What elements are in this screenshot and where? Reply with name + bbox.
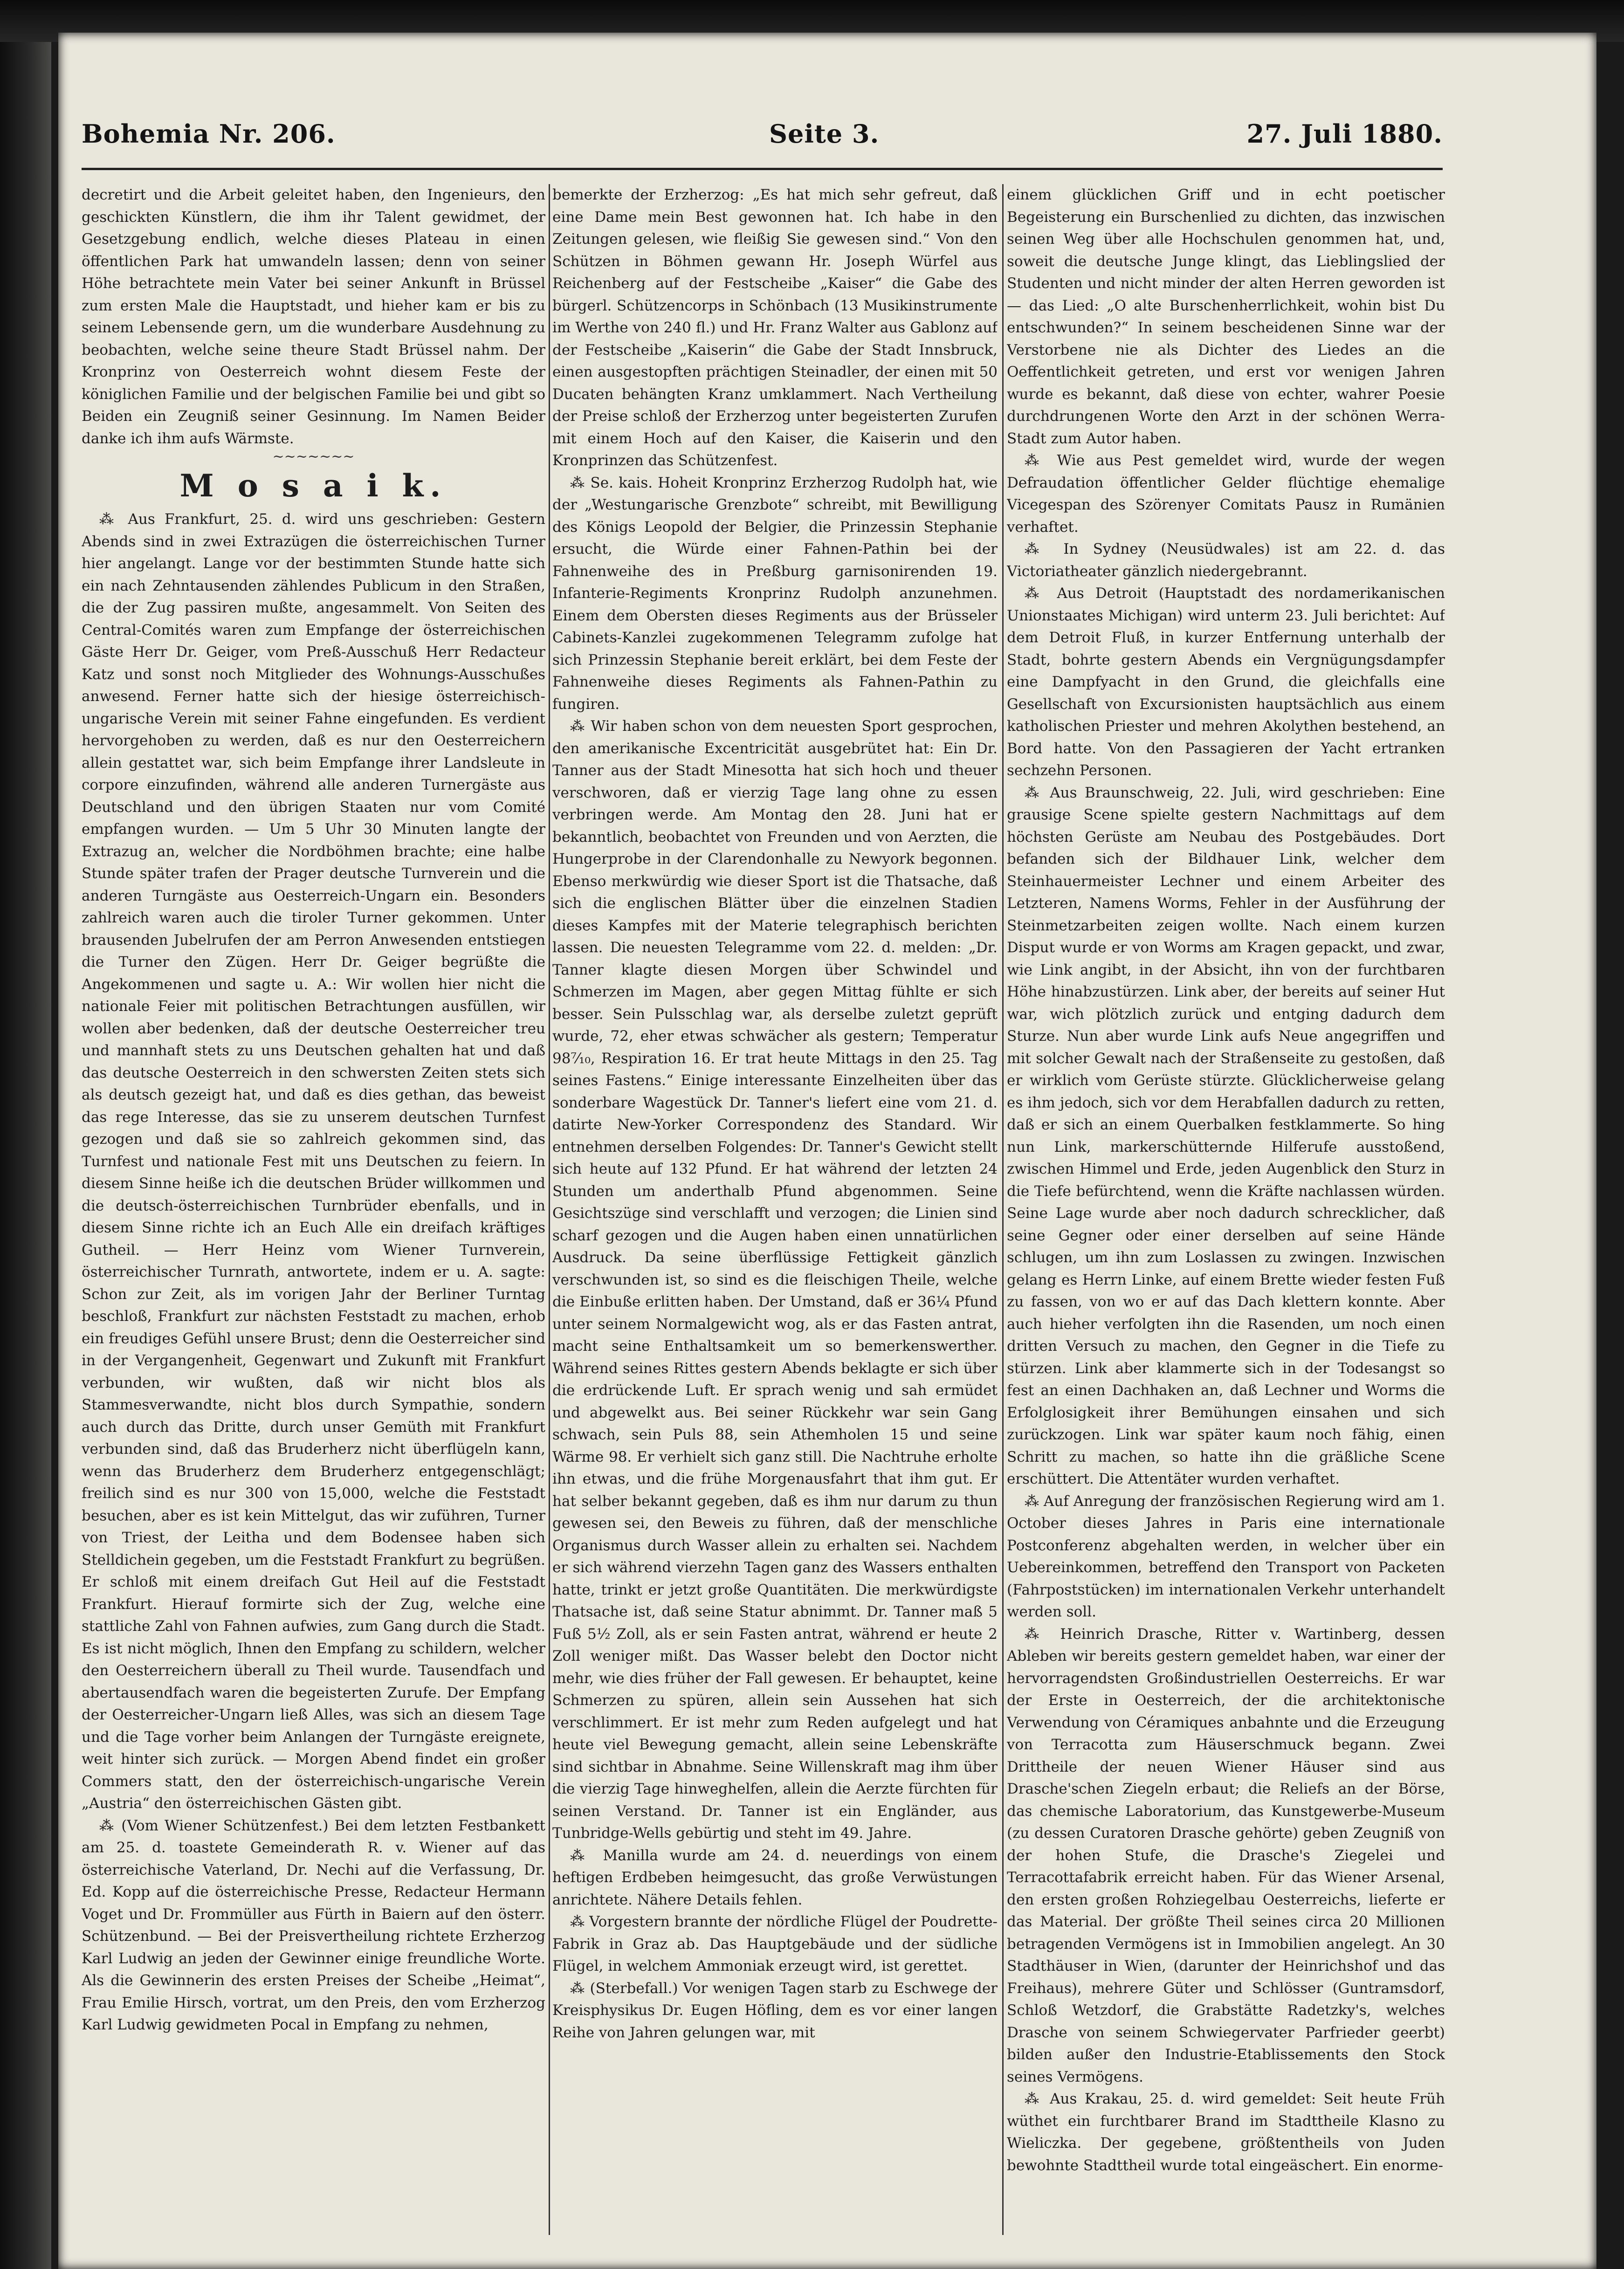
scan-left-edge bbox=[0, 0, 51, 2269]
ornament-divider: ~~~~~~~ bbox=[272, 448, 355, 465]
article-paragraph: decretirt und die Arbeit geleitet haben, den Ingenieurs, den geschickten Künstlern, die ihm ihr Talent gewidmet, der Gesetzgebung endlich, welche dieses Plateau in einen öffentlichen Park hat umwandeln lassen; denn von seiner Höhe betrachtete mein Vater bei seiner Ankunft in Brüssel zum ersten Male die Hauptstadt, und hieher kam er bis zu seinem Lebensende gern, um die wunderbare Ausdehnung zu beobachten, welche seine theure Stadt Brüssel nahm. Der Kronprinz von Oesterreich wohnt diesem Feste der königlichen Familie und der belgischen Familie bei und gibt so Beiden ein Zeugniß seiner Gesinnung. Im Namen Beider danke ich ihm aufs Wärmste. bbox=[82, 186, 545, 447]
article-paragraph: ⁂ Se. kais. Hoheit Kronprinz Erzherzog Rudolph hat, wie der „Westungarische Grenzbote“ schreibt, mit Bewilligung des Königs Leopold der Belgier, die Prinzessin Stephanie ersucht, die Würde einer Fahnen-Pathin bei der Fahnenweihe des in Preßburg garnisonirenden 19. Infanterie-Regiments Kronprinz Rudolph anzunehmen. Einem dem Obersten dieses Regiments aus der Brüsseler Cabinets-Kanzlei zugekommenen Telegramm zufolge hat sich Prinzessin Stephanie bereit erklärt, bei dem Feste der Fahnenweihe dieses Regiments als Fahnen-Pathin zu fungiren. bbox=[552, 474, 998, 713]
column-divider bbox=[549, 184, 550, 2235]
article-paragraph: bemerkte der Erzherzog: „Es hat mich sehr gefreut, daß eine Dame mein Best gewonnen hat. Ich habe in den Zeitungen gelesen, wie fleißig Sie gewesen sind.“ Von den Schützen in Böhmen gewann Hr. Joseph Würfel aus Reichenberg auf der Festscheibe „Kaiser“ die Gabe des bürgerl. Schützencorps in Schönbach (13 Musikinstrumente im Werthe von 240 fl.) und Hr. Franz Walter aus Gablonz auf der Festscheibe „Kaiserin“ die Gabe der Stadt Innsbruck, einen ausgestopften prächtigen Steinadler, der einen mit 50 Ducaten behängten Kranz umklammert. Nach Vertheilung der Preise schloß der Erzherzog unter begeisterten Zurufen mit einem Hoch auf den Kaiser, die Kaiserin und den Kronprinzen das Schützenfest. bbox=[552, 186, 998, 469]
header-date: 27. Juli 1880. bbox=[1246, 119, 1443, 149]
article-paragraph: ⁂ Manilla wurde am 24. d. neuerdings von einem heftigen Erdbeben heimgesucht, das große Verwüstungen anrichtete. Nähere Details fehlen. bbox=[552, 1847, 998, 1908]
article-paragraph: ⁂ Heinrich Drasche, Ritter v. Wartinberg, dessen Ableben wir bereits gestern gemeldet haben, war einer der hervorragendsten Großindustriellen Oesterreichs. Er war der Erste in Oesterreich, der die architektonische Verwendung von Céramiques anbahnte und die Erzeugung von Terracotta zum Häuserschmuck begann. Zwei Drittheile der neuen Wiener Häuser sind aus Drasche'schen Ziegeln erbaut; die Reliefs an der Börse, das chemische Laboratorium, das Kunstgewerbe-Museum (zu dessen Curatoren Drasche gehörte) geben Zeugniß von der hohen Stufe, die Drasche's Ziegelei und Terracottafabrik erreicht haben. Für das Wiener Arsenal, den ersten großen Rohziegelbau Oesterreichs, lieferte er das Material. Der größte Theil seines circa 20 Millionen betragenden Vermögens ist in Immobilien angelegt. An 30 Stadthäuser in Wien, (darunter der Heinrichshof und das Freihaus), mehrere Güter und Schlösser (Guntramsdorf, Schloß Wetzdorf, die Grabstätte Radetzky's, welches Drasche von seinem Schwiegervater Parfrieder geerbt) bilden außer den Industrie-Etablissements den Stock seines Vermögens. bbox=[1007, 1625, 1445, 2085]
article-paragraph: ⁂ Aus Krakau, 25. d. wird gemeldet: Seit heute Früh wüthet ein furchtbarer Brand im Stadttheile Klasno zu Wieliczka. Der gegebene, größtentheils von Juden bewohnte Stadttheil wurde total eingeäschert. Ein enorme- bbox=[1007, 2090, 1445, 2174]
article-paragraph: ⁂ Vorgestern brannte der nördliche Flügel der Poudrette-Fabrik in Graz ab. Das Hauptgebäude und der südliche Flügel, in welchem Ammoniak erzeugt wird, ist gerettet. bbox=[552, 1913, 998, 1974]
header-rule bbox=[82, 168, 1443, 170]
article-paragraph: ⁂ Auf Anregung der französischen Regierung wird am 1. October dieses Jahres in Paris eine internationale Postconferenz abgehalten werden, in welcher über ein Uebereinkommen, betreffend den Transport von Packeten (Fahrpoststücken) im internationalen Verkehr unterhandelt werden soll. bbox=[1007, 1492, 1445, 1620]
column-divider bbox=[1002, 184, 1004, 2235]
page-header bbox=[82, 119, 1443, 165]
header-page-number: Seite 3. bbox=[769, 119, 880, 149]
article-paragraph: ⁂ (Vom Wiener Schützenfest.) Bei dem letzten Festbankett am 25. d. toastete Gemeinderath R. v. Wiener auf das österreichische Vaterland, Dr. Nechi auf die Verfassung, Dr. Ed. Kopp auf die österreichische Presse, Redacteur Hermann Voget und Dr. Frommüller aus Fürth in Baiern auf den österr. Schützenbund. — Bei der Preisvertheilung richtete Erzherzog Karl Ludwig an jeden der Gewinner einige freundliche Worte. Als die Gewinnerin des ersten Preises der Scheibe „Heimat“, Frau Emilie Hirsch, vortrat, um den Preis, den vom Erzherzog Karl Ludwig gewidmeten Pocal in Empfang zu nehmen, bbox=[82, 1817, 545, 2033]
column-3 bbox=[1007, 184, 1445, 2244]
article-paragraph: ⁂ In Sydney (Neusüdwales) ist am 22. d. das Victoriatheater gänzlich niedergebrannt. bbox=[1007, 541, 1445, 580]
article-paragraph: ⁂ Aus Braunschweig, 22. Juli, wird geschrieben: Eine grausige Scene spielte gestern Nachmittags auf dem höchsten Gerüste am Neubau des Postgebäudes. Dort befanden sich der Bildhauer Link, welcher dem Steinhauermeister Lechner und einem Arbeiter des Letzteren, Namens Worms, Fehler in der Ausführung der Steinmetzarbeiten zeigen wollte. Nach einem kurzen Disput wurde er von Worms am Kragen gepackt, und zwar, wie Link angibt, in der Absicht, ihn von der furchtbaren Höhe hinabzustürzen. Link aber, der bereits auf seiner Hut war, wich plötzlich zurück und entging dadurch dem Sturze. Nun aber wurde Link aufs Neue angegriffen und mit solcher Gewalt nach der Straßenseite zu gestoßen, daß er wirklich vom Gerüste stürzte. Glücklicherweise gelang es ihm jedoch, sich vor dem Herabfallen dadurch zu retten, daß er sich an einem Querbalken festklammerte. So hing nun Link, markerschütternde Hilferufe ausstoßend, zwischen Himmel und Erde, jeden Augenblick den Sturz in die Tiefe befürchtend, wenn die Kräfte nachlassen würden. Seine Lage wurde aber noch dadurch schrecklicher, daß seine Gegner oder einer derselben auf seine Hände schlugen, um ihn zum Loslassen zu zwingen. Inzwischen gelang es Herrn Linke, auf einem Brette wieder festen Fuß zu fassen, von wo er auf das Dach klettern konnte. Aber auch hieher verfolgten ihn die Rasenden, um noch einen dritten Versuch zu machen, den Gegner in die Tiefe zu stürzen. Link aber klammerte sich in der Todesangst so fest an einen Dachhaken an, daß Lechner und Worms die Erfolglosigkeit ihrer Bemühungen einsahen und sich zurückzogen. Link war später kaum noch fähig, einen Schritt zu machen, so hatte ihn die gräßliche Scene erschüttert. Die Attentäter wurden verhaftet. bbox=[1007, 784, 1445, 1487]
article-paragraph: ⁂ Aus Detroit (Hauptstadt des nordamerikanischen Unionstaates Michigan) wird unterm 23. Juli berichtet: Auf dem Detroit Fluß, in kurzer Entfernung unterhalb der Stadt, bohrte gestern Abends ein Vergnügungsdampfer eine Dampfyacht in den Grund, die gleichfalls eine Gesellschaft von Excursionisten hauptsächlich aus einem katholischen Priester und mehren Akolythen bestehend, an Bord hatte. Von den Passagieren der Yacht ertranken sechzehn Personen. bbox=[1007, 585, 1445, 779]
article-paragraph: einem glücklichen Griff und in echt poetischer Begeisterung ein Burschenlied zu dichten, das inzwischen seinen Weg über alle Hochschulen genommen hat, und, soweit die deutsche Junge klingt, das Lieblingslied der Studenten und nicht minder der alten Herren geworden ist — das Lied: „O alte Burschenherrlichkeit, wohin bist Du entschwunden?“ In seinem bescheidenen Sinne war der Verstorbene nie als Dichter des Liedes an die Oeffentlichkeit getreten, und erst vor wenigen Jahren wurde es bekannt, daß diese von echter, wahrer Poesie durchdrungenen Worte den Arzt in der schönen Werra-Stadt zum Autor haben. bbox=[1007, 186, 1445, 447]
article-paragraph: ⁂ Wir haben schon von dem neuesten Sport gesprochen, den amerikanische Excentricität ausgebrütet hat: Ein Dr. Tanner aus der Stadt Minesotta hat sich hoch und theuer verschworen, daß er vierzig Tage lang ohne zu essen verbringen werde. Am Montag den 28. Juni hat er bekanntlich, beobachtet von Freunden und von Aerzten, die Hungerprobe in der Clarendonhalle zu Newyork begonnen. Ebenso merkwürdig wie dieser Sport ist die Thatsache, daß sich die englischen Blätter über die einzelnen Stadien dieses Kampfes mit der Materie telegraphisch berichten lassen. Die neuesten Telegramme vom 22. d. melden: „Dr. Tanner klagte diesen Morgen über Schwindel und Schmerzen im Magen, aber gegen Mittag fühlte er sich besser. Sein Pulsschlag war, als derselbe zuletzt geprüft wurde, 72, eher etwas schwächer als gestern; Temperatur 98⁷⁄₁₀, Respiration 16. Er trat heute Mittags in den 25. Tag seines Fastens.“ Einige interessante Einzelheiten über das sonderbare Wagestück Dr. Tanner's liefert eine vom 21. d. datirte New-Yorker Correspondenz des Standard. Wir entnehmen derselben Folgendes: Dr. Tanner's Gewicht stellt sich heute auf 132 Pfund. Er hat während der letzten 24 Stunden um anderthalb Pfund abgenommen. Seine Gesichtszüge sind verschlafft und verzogen; die Linien sind scharf gezogen und die Augen haben einen unnatürlichen Ausdruck. Da seine überflüssige Fettigkeit gänzlich verschwunden ist, so sind es die fleischigen Theile, welche die Einbuße erlitten haben. Der Umstand, daß er 36¼ Pfund unter seinem Normalgewicht wog, als er das Fasten antrat, macht seine Enthaltsamkeit um so bemerkenswerther. Während seines Rittes gestern Abends beklagte er sich über die erdrückende Luft. Er sprach wenig und sah ermüdet und abgewelkt aus. Bei seiner Rückkehr war sein Gang schwach, sein Puls 88, sein Athemholen 15 und seine Wärme 98. Er verhielt sich ganz still. Die Nachtruhe erholte ihn etwas, und die frühe Morgenausfahrt that ihm gut. Er hat selber bekannt gegeben, daß es ihm nur darum zu thun gewesen sei, den Beweis zu führen, daß der menschliche Organismus durch Wasser allein zu erhalten sei. Nachdem er sich während vierzehn Tagen ganz des Wassers enthalten hatte, trinkt er jetzt große Quantitäten. Die merkwürdigste Thatsache ist, daß seine Statur abnimmt. Dr. Tanner maß 5 Fuß 5½ Zoll, als er sein Fasten antrat, während er heute 2 Zoll weniger mißt. Das Wasser belebt den Doctor nicht mehr, wie dies früher der Fall gewesen. Er behauptet, keine Schmerzen zu spüren, allein sein Aussehen hat sich verschlimmert. Er ist mehr zum Reden aufgelegt und hat heute viel Bewegung gemacht, allein seine Lebenskräfte sind sichtbar in Abnahme. Seine Willenskraft mag ihm über die vierzig Tage hinweghelfen, allein die Aerzte fürchten für seinen Verstand. Dr. Tanner ist ein Engländer, aus Tunbridge-Wells gebürtig und steht im 49. Jahre. bbox=[552, 718, 998, 1842]
column-1 bbox=[82, 184, 545, 2244]
column-2 bbox=[552, 184, 998, 2244]
article-paragraph: ⁂ Wie aus Pest gemeldet wird, wurde der wegen Defraudation öffentlicher Gelder flüchtige ehemalige Vicegespan des Szörenyer Comitats Pausz in Rumänien verhaftet. bbox=[1007, 452, 1445, 536]
article-paragraph: ⁂ Aus Frankfurt, 25. d. wird uns geschrieben: Gestern Abends sind in zwei Extrazügen die österreichischen Turner hier angelangt. Lange vor der bestimmten Stunde hatte sich ein nach Zehntausenden zählendes Publicum in den Straßen, die der Zug passiren mußte, angesammelt. Von Seiten des Central-Comités waren zum Empfange der österreichischen Gäste Herr Dr. Geiger, vom Preß-Ausschuß Herr Redacteur Katz und sonst noch Mitglieder des Wohnungs-Ausschußes anwesend. Ferner hatte sich der hiesige österreichisch-ungarische Verein mit seiner Fahne eingefunden. Es verdient hervorgehoben zu werden, daß es nur den Oesterreichern allein gestattet war, sich beim Empfange ihrer Landsleute in corpore einzufinden, während alle anderen Turnergäste aus Deutschland und den übrigen Staaten nur vom Comité empfangen wurden. — Um 5 Uhr 30 Minuten langte der Extrazug an, welcher die Nordböhmen brachte; eine halbe Stunde später trafen der Prager deutsche Turnverein und die anderen Turngäste aus Oesterreich-Ungarn ein. Besonders zahlreich waren auch die tiroler Turner gekommen. Unter brausenden Jubelrufen der am Perron Anwesenden entstiegen die Turner den Zügen. Herr Dr. Geiger begrüßte die Angekommenen und sagte u. A.: Wir wollen hier nicht die nationale Feier mit politischen Betrachtungen ausfüllen, wir wollen aber bedenken, daß der deutsche Oesterreicher treu und mannhaft stets zu uns Deutschen gehalten hat und daß das deutsche Oesterreich in den schwersten Zeiten stets sich als deutsch gezeigt hat, und daß es dies gethan, das beweist das rege Interesse, das sie zu unserem deutschen Turnfest gezogen und daß sie so zahlreich gekommen sind, das Turnfest und nationale Fest mit uns Deutschen zu feiern. In diesem Sinne heiße ich die deutschen Brüder willkommen und die deutsch-österreichischen Turnbrüder ebenfalls, und in diesem Sinne richte ich an Euch Alle ein dreifach kräftiges Gutheil. — Herr Heinz vom Wiener Turnverein, österreichischer Turnrath, antwortete, indem er u. A. sagte: Schon zur Zeit, als im vorigen Jahr der Berliner Turntag beschloß, Frankfurt zur nächsten Feststadt zu machen, erhob ein freudiges Gefühl unsere Brust; denn die Oesterreicher sind in der Vergangenheit, Gegenwart und Zukunft mit Frankfurt verbunden, wir wußten, daß wir nicht blos als Stammesverwandte, nicht blos durch Sympathie, sondern auch durch das Dritte, durch unser Gemüth mit Frankfurt verbunden sind, daß das Bruderherz nicht überflügeln kann, wenn das Bruderherz dem Bruderherz entgegenschlägt; freilich sind es nur 300 von 15,000, welche die Feststadt besuchen, aber es ist kein Mittelgut, das wir zuführen, Turner von Triest, der Leitha und dem Bodensee haben sich Stelldichein gegeben, um die Feststadt Frankfurt zu begrüßen. Er schloß mit einem dreifach Gut Heil auf die Feststadt Frankfurt. Hierauf formirte sich der Zug, welche eine stattliche Zahl von Fahnen aufwies, zum Gang durch die Stadt. Es ist nicht möglich, Ihnen den Empfang zu schildern, welcher den Oesterreichern überall zu Theil wurde. Tausendfach und abertausendfach waren die begeisterten Zurufe. Der Empfang der Oesterreicher-Ungarn ließ Alles, was sich an diesem Tage und die Tage vorher beim Anlangen der Turngäste ereignete, weit hinter sich zurück. — Morgen Abend findet ein großer Commers statt, den der österreichisch-ungarische Verein „Austria“ den österreichischen Gästen gibt. bbox=[82, 511, 545, 1812]
header-masthead: Bohemia Nr. 206. bbox=[82, 119, 336, 149]
section-title: M o s a i k. bbox=[179, 468, 447, 504]
article-paragraph: ⁂ (Sterbefall.) Vor wenigen Tagen starb zu Eschwege der Kreisphysikus Dr. Eugen Höfling, dem es vor einer langen Reihe von Jahren gelungen war, mit bbox=[552, 1980, 998, 2041]
